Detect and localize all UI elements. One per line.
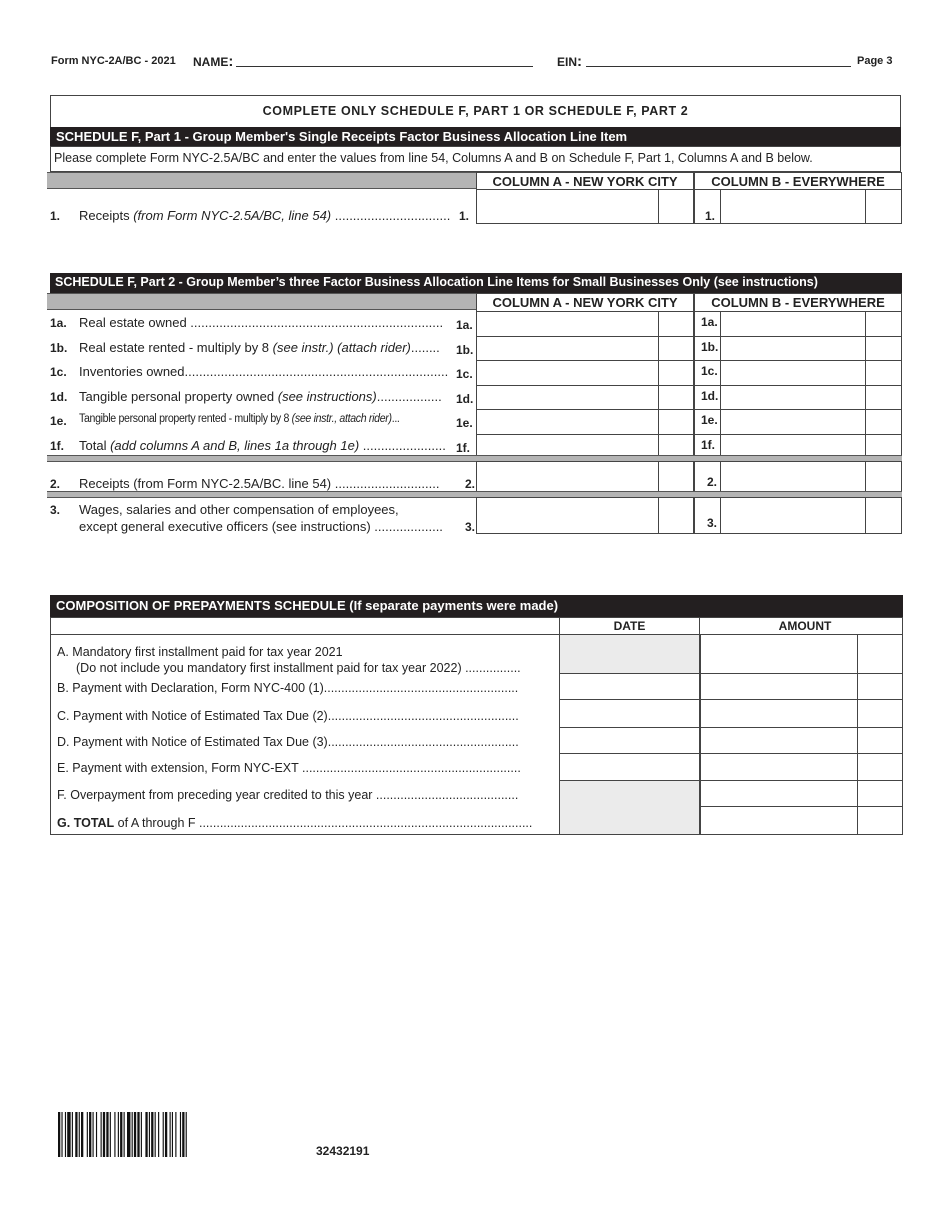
prepayment-amount-input[interactable] [700, 806, 858, 835]
prepayment-row-letter: E. [57, 761, 69, 775]
part2-line-end: 1d. [456, 391, 474, 406]
prepayment-amount-input[interactable] [700, 673, 858, 700]
part1-line1-col-a-input[interactable] [476, 189, 659, 224]
prepayments-amount-header: AMOUNT [778, 619, 832, 633]
barcode-bar [127, 1112, 130, 1157]
prepayment-row-label [57, 816, 532, 830]
prepayment-row-label [57, 788, 518, 802]
part2-line-col-b-cents[interactable] [865, 336, 902, 362]
part2-line-dots: ......................................................................... [184, 364, 449, 379]
part2-line-col-a-cents[interactable] [658, 409, 694, 435]
part2-line3-tag: 3. [707, 516, 718, 530]
part2-line-text: Real estate owned [79, 315, 191, 330]
barcode-bar [58, 1112, 60, 1157]
prepayment-amount-cents[interactable] [857, 634, 903, 674]
part1-note-box [50, 146, 901, 172]
barcode-bar [79, 1112, 80, 1157]
part2-line3-text2: except general executive officers (see instructions) [79, 519, 375, 534]
prepayment-row-text: of A through F ................................................................................................ [114, 816, 533, 830]
prepayment-row-letter: F. [57, 788, 67, 802]
part2-line-dots: .................. [376, 388, 442, 404]
part2-line3-col-a-input[interactable] [476, 497, 659, 534]
part2-line2-end: 2. [465, 477, 476, 491]
part2-line3-label2 [79, 519, 443, 534]
part2-line-tag: 1c. [701, 364, 718, 378]
part2-line-col-a-cents[interactable] [658, 336, 694, 362]
prepayment-row-letter: D. [57, 735, 70, 749]
part2-line-col-b-input[interactable] [720, 409, 866, 435]
barcode-bar [155, 1112, 156, 1157]
prepayment-row-bold: TOTAL [73, 816, 115, 830]
part2-line-dots: ....................... [359, 437, 446, 453]
part2-line-end: 1a. [456, 318, 473, 332]
barcode-bar [81, 1112, 83, 1157]
barcode-bar [110, 1112, 111, 1157]
prepayment-amount-cents[interactable] [857, 780, 903, 807]
part1-line1-label [79, 208, 450, 223]
prepayment-row-label [57, 735, 519, 749]
part2-col-a-header: COLUMN A - NEW YORK CITY [476, 293, 694, 311]
barcode-bar [172, 1112, 173, 1157]
prepayment-date-input[interactable] [559, 727, 700, 754]
prepayment-row-letter: B. [57, 681, 69, 695]
barcode-bar [61, 1112, 62, 1157]
prepayment-row-letter: G. [57, 816, 71, 830]
part2-line-col-b-input[interactable] [720, 311, 866, 337]
part2-line-tag: 1d. [701, 388, 719, 403]
barcode-bar [65, 1112, 66, 1157]
part1-line1-dots: ................................ [331, 208, 451, 223]
prepayment-amount-input[interactable] [700, 634, 858, 674]
ein-label-group [557, 53, 582, 70]
barcode-bar [170, 1112, 171, 1157]
part2-line3-col-b-cents[interactable] [865, 497, 902, 534]
part2-line-col-b-cents[interactable] [865, 385, 902, 411]
prepayment-amount-cents[interactable] [857, 727, 903, 754]
barcode-bar [163, 1112, 164, 1157]
part2-line-tag: 1b. [701, 339, 719, 354]
prepayment-row-label [57, 681, 518, 695]
part2-line-label [79, 364, 448, 379]
prepayment-row-text: Payment with Notice of Estimated Tax Due (2)....................................................... [72, 709, 519, 723]
part1-line1-col-a-cents[interactable] [658, 189, 694, 224]
barcode-bar [141, 1112, 142, 1157]
part2-line-label [79, 413, 400, 425]
barcode-bar [132, 1112, 133, 1157]
barcode-bar [149, 1112, 150, 1157]
part1-line1-col-b-cents[interactable] [865, 189, 902, 224]
part1-instruction-text: COMPLETE ONLY SCHEDULE F, PART 1 OR SCHEDULE F, PART 2 [262, 104, 689, 118]
barcode-bar [180, 1112, 181, 1157]
part1-line1-col-b-input[interactable] [720, 189, 866, 224]
part2-line-num: 1c. [50, 365, 67, 379]
barcode-bar [114, 1112, 115, 1157]
part2-line-italic: (see instructions) [277, 388, 377, 404]
part2-line-dots: ...................................................................... [190, 315, 444, 330]
part2-line-col-a-cents[interactable] [658, 360, 694, 386]
prepayment-date-input[interactable] [559, 673, 700, 700]
part2-line-italic: (add columns A and B, lines 1a through 1e) [110, 437, 360, 453]
part2-line-col-a-cents[interactable] [658, 385, 694, 411]
barcode-bar [145, 1112, 147, 1157]
barcode-bar [175, 1112, 176, 1157]
prepayment-row-text: Overpayment from preceding year credited to this year ......................................... [70, 788, 519, 802]
name-label: NAME [193, 55, 229, 69]
barcode-bar [165, 1112, 167, 1157]
name-field[interactable] [236, 66, 533, 67]
part2-line-col-a-input[interactable] [476, 311, 659, 337]
prepayment-row-letter: A. [57, 645, 69, 659]
part2-title: SCHEDULE F, Part 2 - Group Member’s three Factor Business Allocation Line Items for Small Businesses Only (see instructions) [50, 273, 902, 293]
barcode-bar [151, 1112, 153, 1157]
part2-line-tag: 1a. [701, 315, 718, 329]
name-colon: : [228, 53, 234, 70]
part1-line1-end: 1. [459, 209, 470, 223]
prepayment-row-text: Payment with extension, Form NYC-EXT ............................................................... [72, 761, 521, 775]
barcode-bar [96, 1112, 97, 1157]
part2-line-text: Inventories owned [79, 364, 185, 379]
prepayment-date-shaded [559, 780, 700, 835]
barcode-bar [182, 1112, 184, 1157]
page-number: Page 3 [857, 55, 893, 67]
prepayment-amount-input[interactable] [700, 699, 858, 728]
part1-col-a-header: COLUMN A - NEW YORK CITY [476, 172, 694, 190]
prepayment-amount-cents[interactable] [857, 753, 903, 781]
barcode-bar [89, 1112, 91, 1157]
part2-line-dots: ... [391, 413, 400, 425]
prepayment-row-letter: C. [57, 709, 70, 723]
part1-col-b-header: COLUMN B - EVERYWHERE [694, 172, 902, 190]
barcode-bar [87, 1112, 88, 1157]
part2-line-col-b-cents[interactable] [865, 311, 902, 337]
part2-line2-text: Receipts (from Form NYC-2.5A/BC. line 54) [79, 476, 335, 491]
part1-line1-num: 1. [50, 209, 61, 223]
part2-line3-num: 3. [50, 503, 61, 517]
part1-gray-bar [47, 172, 477, 189]
ein-colon: : [577, 53, 583, 70]
name-label-group [193, 53, 233, 70]
part2-line-col-b-input[interactable] [720, 360, 866, 386]
prepayment-amount-cents[interactable] [857, 673, 903, 700]
barcode-number: 32432191 [316, 1144, 370, 1158]
barcode-bar [103, 1112, 105, 1157]
barcode-bar [101, 1112, 102, 1157]
part2-line2-tag: 2. [707, 475, 718, 489]
part2-line-col-a-input[interactable] [476, 385, 659, 411]
part2-line-text: Total [79, 437, 111, 453]
barcode-bar [137, 1112, 139, 1157]
prepayment-amount-input[interactable] [700, 780, 858, 807]
part2-line-num: 1d. [50, 389, 68, 404]
prepayment-row-text: Payment with Declaration, Form NYC-400 (1)........................................................ [72, 681, 519, 695]
part2-line3-dots: ................... [374, 519, 443, 534]
part2-line-end: 1c. [456, 367, 473, 381]
form-id: Form NYC-2A/BC - 2021 [51, 55, 176, 67]
prepayment-amount-cents[interactable] [857, 699, 903, 728]
prepayment-row-text: Payment with Notice of Estimated Tax Due (3)....................................................... [72, 735, 519, 749]
part2-line-num: 1f. [50, 438, 65, 453]
part2-line-col-a-cents[interactable] [658, 311, 694, 337]
barcode-bar [75, 1112, 77, 1157]
part2-line-col-a-input[interactable] [476, 360, 659, 386]
prepayment-row-text: Mandatory first installment paid for tax year 2021 [72, 645, 343, 659]
prepayment-date-input[interactable] [559, 753, 700, 781]
part1-line1-italic: (from Form NYC-2.5A/BC, line 54) [133, 208, 332, 223]
prepayment-row-text2: (Do not include you mandatory first installment paid for tax year 2022) ................ [76, 661, 521, 675]
part2-line2-col-b-cents[interactable] [865, 461, 902, 492]
part2-line2-col-a-input[interactable] [476, 461, 659, 492]
part1-line1-tag: 1. [705, 209, 716, 223]
part2-line-num: 1e. [50, 414, 67, 428]
part2-gray-bar [47, 293, 477, 310]
part2-line2-col-a-cents[interactable] [658, 461, 694, 492]
prepayment-amount-input[interactable] [700, 753, 858, 781]
part2-line2-dots: ............................. [334, 476, 440, 491]
part2-line3-end: 3. [465, 520, 476, 534]
part2-line-label [79, 315, 443, 330]
part2-line-label [79, 340, 440, 355]
part2-line-col-a-input[interactable] [476, 409, 659, 435]
barcode-bar [186, 1112, 187, 1157]
prepayment-row-label [57, 645, 343, 659]
part1-title: SCHEDULE F, Part 1 - Group Member's Single Receipts Factor Business Allocation Line Item [50, 127, 901, 146]
barcode-bar [93, 1112, 94, 1157]
ein-field[interactable] [586, 66, 851, 67]
part2-col-b-header: COLUMN B - EVERYWHERE [694, 293, 902, 311]
part2-line-num: 1a. [50, 316, 67, 330]
part2-line-tag: 1f. [701, 437, 716, 452]
part2-line-dots: ........ [410, 339, 440, 355]
barcode-bar [158, 1112, 159, 1157]
barcode-bar [67, 1112, 70, 1157]
part2-line3-col-b-input[interactable] [720, 497, 866, 534]
part2-line2-num: 2. [50, 477, 61, 491]
part2-line-col-b-cents[interactable] [865, 409, 902, 435]
part2-line-col-a-input[interactable] [476, 336, 659, 362]
part2-line2-label [79, 476, 439, 491]
part2-line-text: Tangible personal property owned [79, 388, 278, 404]
ein-label: EIN [557, 55, 578, 69]
barcode-bar [72, 1112, 73, 1157]
part1-note: Please complete Form NYC-2.5A/BC and enter the values from line 54, Columns A and B on Schedule F, Part 1, Columns A and B below. [54, 151, 813, 165]
prepayment-date-input[interactable] [559, 699, 700, 728]
part2-line3-text1: Wages, salaries and other compensation of employees, [79, 502, 399, 517]
part2-line-num: 1b. [50, 340, 68, 355]
part2-line-text: Real estate rented - multiply by 8 [79, 339, 273, 355]
prepayments-date-header: DATE [613, 619, 646, 633]
part2-line3-col-a-cents[interactable] [658, 497, 694, 534]
part2-line-end: 1e. [456, 416, 473, 430]
barcode-bar [120, 1112, 122, 1157]
part2-line-text: Tangible personal property rented - multiply by 8 [79, 413, 292, 425]
barcode-bar [124, 1112, 125, 1157]
prepayment-amount-cents[interactable] [857, 806, 903, 835]
part2-line-label [79, 438, 446, 453]
part2-line-col-b-input[interactable] [720, 385, 866, 411]
barcode-bar [118, 1112, 119, 1157]
prepayment-row-label [57, 761, 521, 775]
part2-line2-col-b-input[interactable] [720, 461, 866, 492]
barcode-graphic [58, 1112, 254, 1157]
prepayment-row-label [57, 709, 519, 723]
part2-line-label [79, 389, 442, 404]
part2-line-end: 1f. [456, 440, 471, 455]
part2-line-end: 1b. [456, 342, 474, 357]
part2-line-col-b-input[interactable] [720, 336, 866, 362]
part1-line1-text: Receipts [79, 208, 134, 223]
prepayments-title: COMPOSITION OF PREPAYMENTS SCHEDULE (If separate payments were made) [50, 595, 903, 617]
part2-line-italic: (see instr.) (attach rider) [272, 339, 411, 355]
part1-instruction-banner [50, 95, 901, 128]
part2-line-col-b-cents[interactable] [865, 360, 902, 386]
barcode-bar [106, 1112, 108, 1157]
part2-line-italic: (see instr., attach rider) [291, 413, 392, 425]
barcode [58, 1112, 254, 1157]
prepayment-date-shaded [559, 634, 700, 674]
barcode-bar [134, 1112, 136, 1157]
part2-line-tag: 1e. [701, 413, 718, 427]
prepayment-amount-input[interactable] [700, 727, 858, 754]
